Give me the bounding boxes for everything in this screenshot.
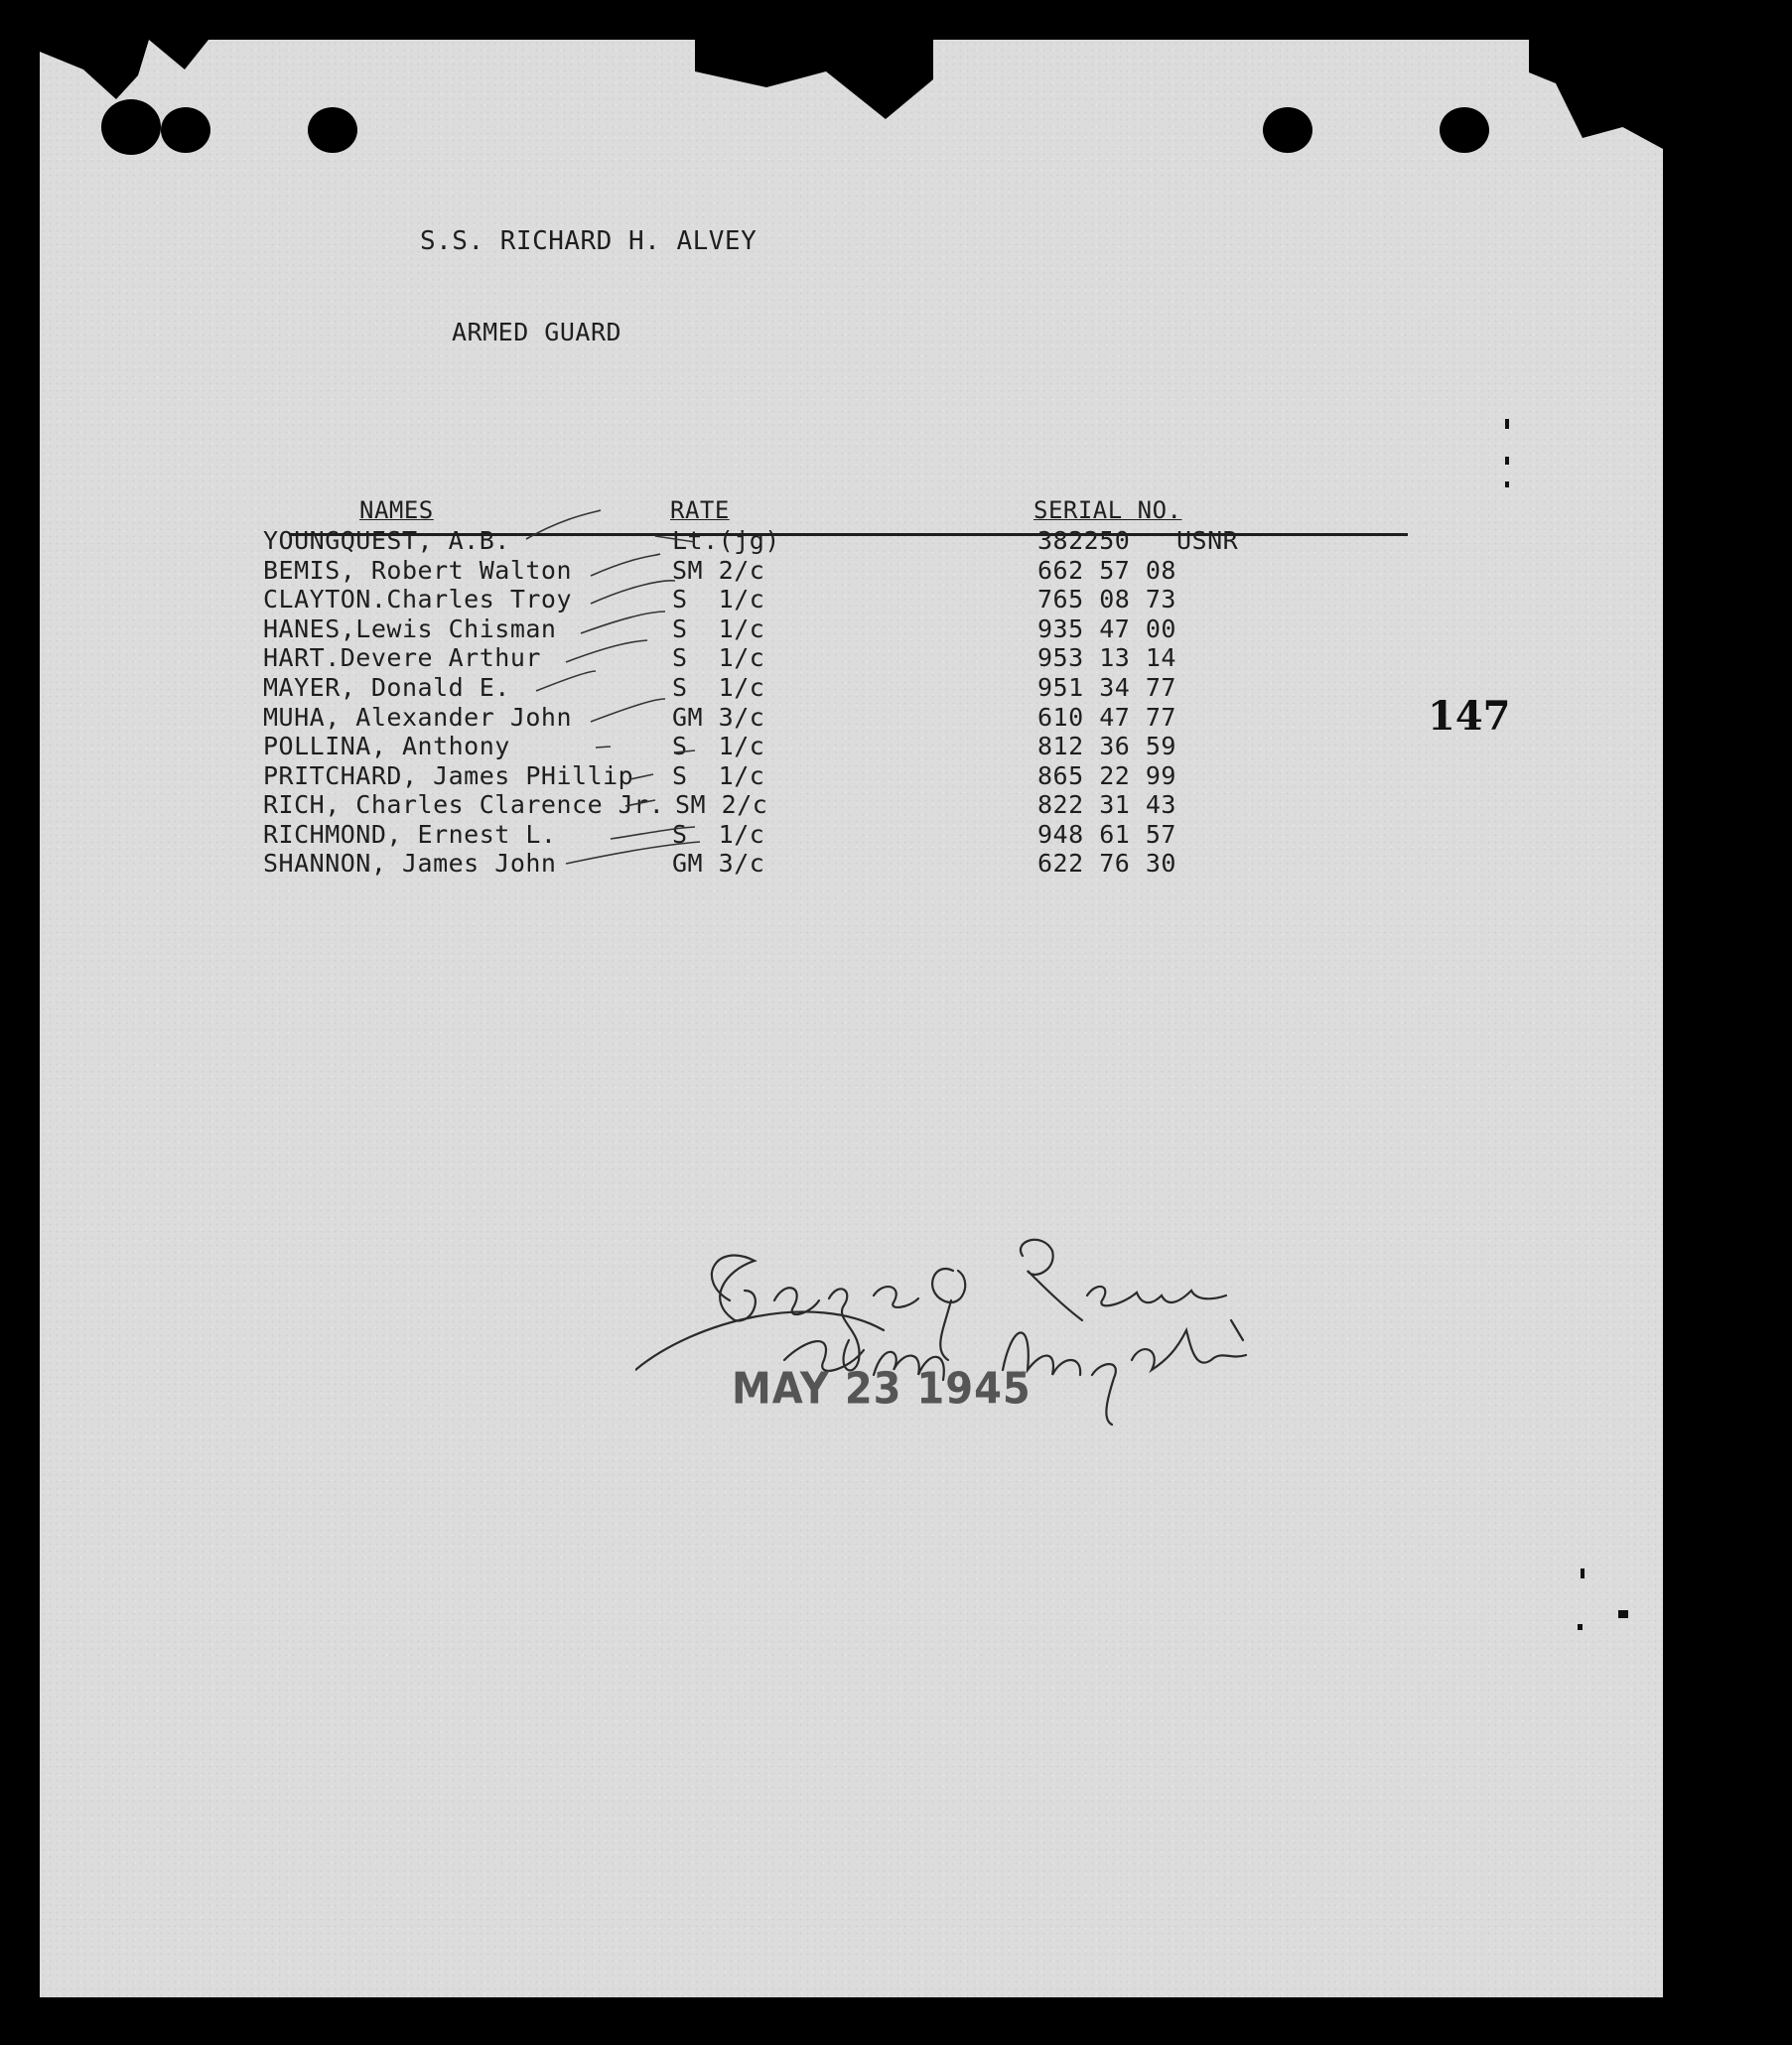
- row-name: BEMIS, Robert Walton: [263, 556, 573, 585]
- row-serial: 935 47 00: [1037, 614, 1176, 643]
- row-rate: S 1/c: [672, 732, 765, 760]
- row-name: MAYER, Donald E.: [263, 673, 510, 702]
- check-mark-strokes: [40, 40, 1663, 1032]
- ship-title: S.S. RICHARD H. ALVEY: [420, 226, 758, 256]
- row-name: SHANNON, James John: [263, 849, 557, 878]
- row-rate: SM 2/c: [675, 790, 768, 819]
- row-rate: S 1/c: [672, 673, 765, 702]
- row-serial: 822 31 43: [1037, 790, 1176, 819]
- row-name: HART.Devere Arthur: [263, 643, 541, 672]
- page-number: 147: [1428, 693, 1511, 740]
- row-name: POLLINA, Anthony: [263, 732, 510, 760]
- row-serial: 951 34 77: [1037, 673, 1176, 702]
- section-title: ARMED GUARD: [452, 318, 622, 346]
- row-serial: 610 47 77: [1037, 703, 1176, 732]
- row-rate: S 1/c: [672, 643, 765, 672]
- row-rate: SM 2/c: [672, 556, 765, 585]
- row-rate: S 1/c: [672, 820, 765, 849]
- date-stamp: MAY 23 1945: [732, 1363, 1032, 1415]
- row-rate: GM 3/c: [672, 703, 765, 732]
- row-name: HANES,Lewis Chisman: [263, 614, 557, 643]
- row-rate: GM 3/c: [672, 849, 765, 878]
- row-rate: S 1/c: [672, 585, 765, 614]
- row-serial: 765 08 73: [1037, 585, 1176, 614]
- row-name: MUHA, Alexander John: [263, 703, 573, 732]
- row-serial: 865 22 99: [1037, 761, 1176, 790]
- column-header-rate: RATE: [670, 496, 730, 524]
- row-name: CLAYTON.Charles Troy: [263, 585, 573, 614]
- row-serial: 662 57 08: [1037, 556, 1176, 585]
- row-serial: 812 36 59: [1037, 732, 1176, 760]
- row-rate: Lt.(jg): [672, 526, 780, 555]
- row-serial: 382250 USNR: [1037, 526, 1239, 555]
- column-header-serial: SERIAL NO.: [1034, 496, 1182, 524]
- row-name: RICHMOND, Ernest L.: [263, 820, 557, 849]
- row-name: YOUNGQUEST, A.B.: [263, 526, 510, 555]
- row-rate: S 1/c: [672, 614, 765, 643]
- row-serial: 953 13 14: [1037, 643, 1176, 672]
- row-name: PRITCHARD, James PHillip: [263, 761, 634, 790]
- row-name: RICH, Charles Clarence Jr.: [263, 790, 665, 819]
- document-page: [40, 40, 1663, 1997]
- row-serial: 948 61 57: [1037, 820, 1176, 849]
- column-header-names: NAMES: [359, 496, 434, 524]
- row-serial: 622 76 30: [1037, 849, 1176, 878]
- row-rate: S 1/c: [672, 761, 765, 790]
